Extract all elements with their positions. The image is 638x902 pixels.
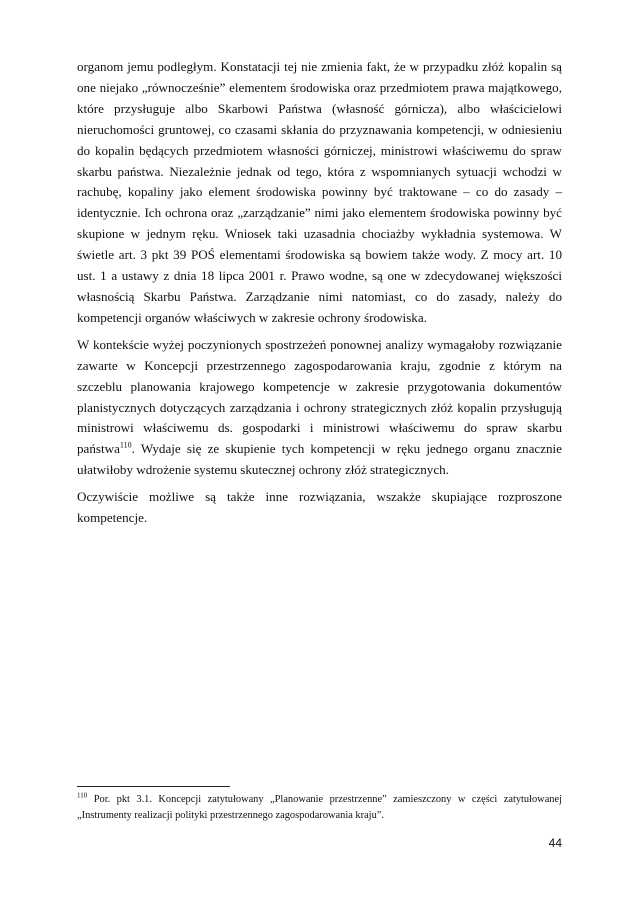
page-number: 44 <box>548 836 562 850</box>
paragraph-1: organom jemu podległym. Konstatacji tej nie zmienia fakt, że w przypadku złóż kopalin są one niejako „równocześnie” elementem środowiska oraz przedmiotem prawa majątkowego, które przysługuje albo Skarbowi Państwa (własność górnicza), albo właścicielowi nieruchomości gruntowej, co czasami skłania do przyznawania kompetencji, w odniesieniu do kopalin będących przedmiotem własności górniczej, ministrowi właściwemu do spraw skarbu państwa. Niezależnie jednak od tego, która z wspomnianych sytuacji wchodzi w rachubę, kopaliny jako element środowiska powinny być traktowane – co do zasady – identycznie. Ich ochrona oraz „zarządzanie” nimi jako elementem środowiska powinny być skupione w jednym ręku. Wniosek taki uzasadnia chociażby wykładnia systemowa. W świetle art. 3 pkt 39 POŚ elementami środowiska są bowiem także wody. Z mocy art. 10 ust. 1 a ustawy z dnia 18 lipca 2001 r. Prawo wodne, są one w zdecydowanej większości własnością Skarbu Państwa. Zarządzanie nimi natomiast, co do zasady, należy do kompetencji organów właściwych w zakresie ochrony środowiska. <box>77 59 562 325</box>
footnote-separator <box>77 786 230 787</box>
paragraph-3: Oczywiście możliwe są także inne rozwiązania, wszakże skupiające rozproszone kompetencje. <box>77 489 562 526</box>
footnote <box>77 792 562 824</box>
footnote-number: 110 <box>77 791 88 800</box>
paragraph-2-text: W kontekście wyżej poczynionych spostrzeżeń ponownej analizy wymagałoby rozwiązanie zawarte w Koncepcji przestrzennego zagospodarowania kraju, zgodnie z którym na szczeblu planowania krajowego kompetencje w zakresie przygotowania dokumentów planistycznych dotyczących zarządzania i ochrony strategicznych złóż kopalin przysługują ministrowi właściwemu ds. gospodarki i ministrowi właściwemu do spraw skarbu państwa <box>77 336 562 457</box>
paragraph-2-text-continued: . Wydaje się ze skupienie tych kompetencji w ręku jednego organu znacznie ułatwiłoby wdrożenie systemu skutecznej ochrony złóż strategicznych. <box>77 441 562 478</box>
body-text <box>77 57 562 535</box>
footnote-reference[interactable]: 110 <box>119 440 132 450</box>
paragraph-2 <box>77 335 562 481</box>
footnote-text: Por. pkt 3.1. Koncepcji zatytułowany „Planowanie przestrzenne” zamieszczony w części zatytułowanej „Instrumenty realizacji polityki przestrzennego zagospodarowania kraju”. <box>77 794 562 821</box>
